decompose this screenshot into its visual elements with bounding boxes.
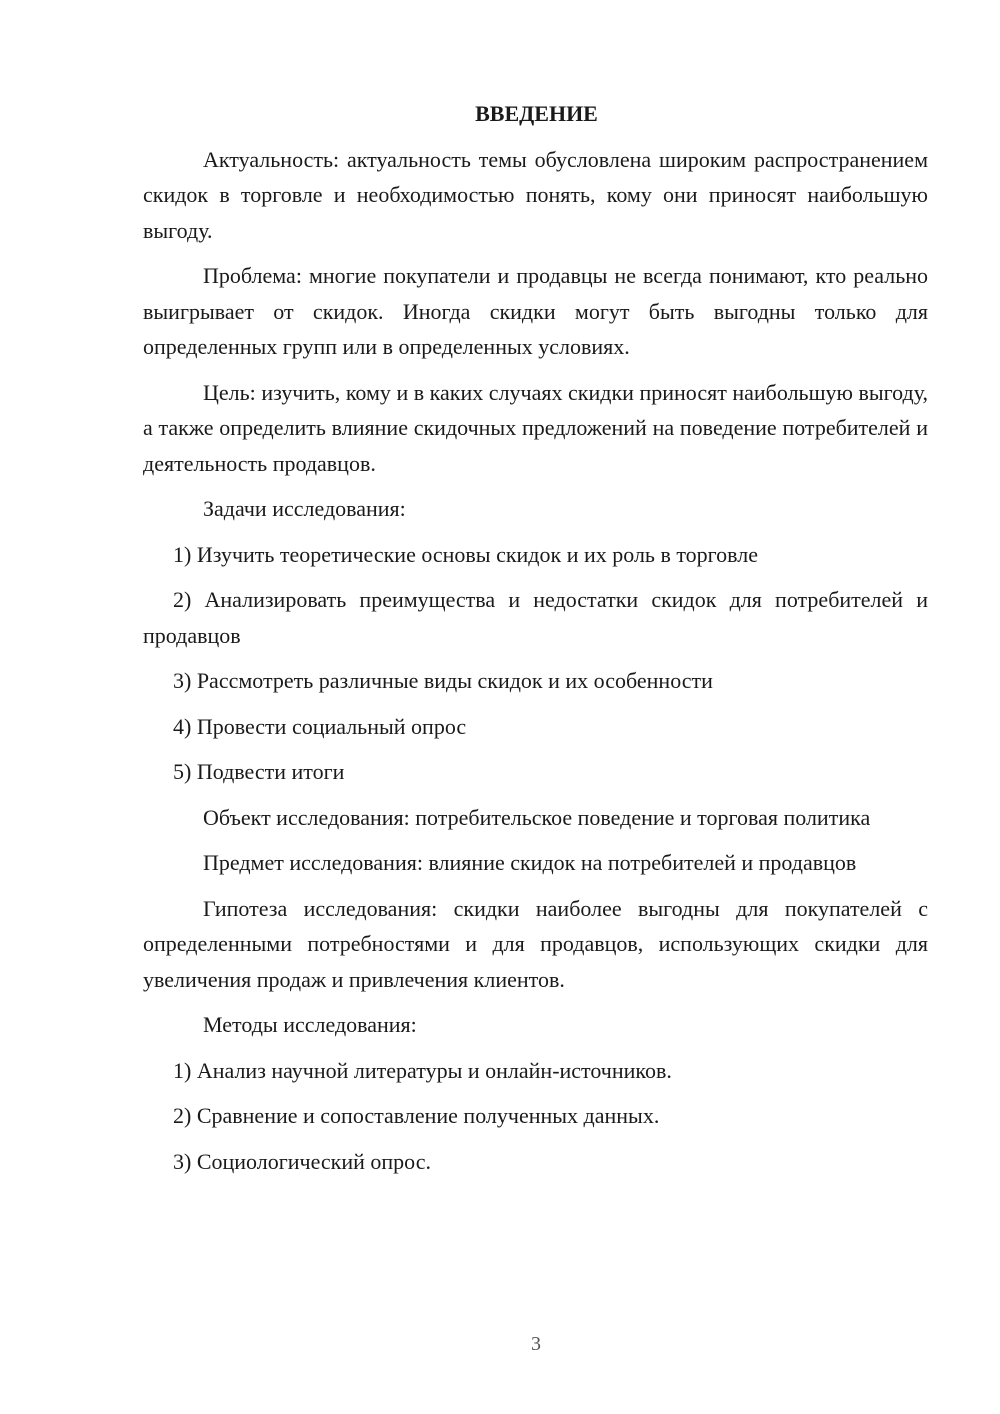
page-title: ВВЕДЕНИЕ: [475, 101, 598, 126]
problem-paragraph: Проблема: многие покупатели и продавцы не всегда понимают, кто реально выигрывает от скидок. Иногда скидки могут быть выгодны только для определенных групп или в определенных условиях.: [143, 263, 928, 359]
document-body: [143, 96, 928, 1189]
methods-heading: Методы исследования:: [203, 1012, 417, 1037]
task-item: 4) Провести социальный опрос: [173, 713, 467, 739]
object-paragraph: Объект исследования: потребительское поведение и торговая политика: [203, 804, 871, 830]
task-item: 5) Подвести итоги: [173, 759, 345, 784]
method-item: 3) Социологический опрос.: [173, 1148, 431, 1174]
hypothesis-paragraph: Гипотеза исследования: скидки наиболее выгодны для покупателей с определенными потребностями и для продавцов, использующих скидки для увеличения продаж и привлечения клиентов.: [143, 895, 928, 992]
task-item: 3) Рассмотреть различные виды скидок и их особенности: [173, 668, 713, 693]
method-item: 2) Сравнение и сопоставление полученных данных.: [173, 1103, 660, 1128]
method-item: 1) Анализ научной литературы и онлайн-источников.: [173, 1057, 672, 1083]
task-item: 2) Анализировать преимущества и недостатки скидок для потребителей и продавцов: [143, 587, 928, 648]
task-item: 1) Изучить теоретические основы скидок и их роль в торговле: [173, 541, 758, 567]
tasks-heading: Задачи исследования:: [203, 496, 406, 521]
relevance-paragraph: Актуальность: актуальность темы обусловлена широким распространением скидок в торговле и необходимостью понять, кому они приносят наибольшую выгоду.: [143, 146, 928, 243]
page-number: 3: [531, 1333, 541, 1355]
subject-paragraph: Предмет исследования: влияние скидок на потребителей и продавцов: [203, 850, 857, 875]
goal-paragraph: Цель: изучить, кому и в каких случаях скидки приносят наибольшую выгоду, а также определить влияние скидочных предложений на поведение потребителей и деятельность продавцов.: [143, 379, 928, 476]
